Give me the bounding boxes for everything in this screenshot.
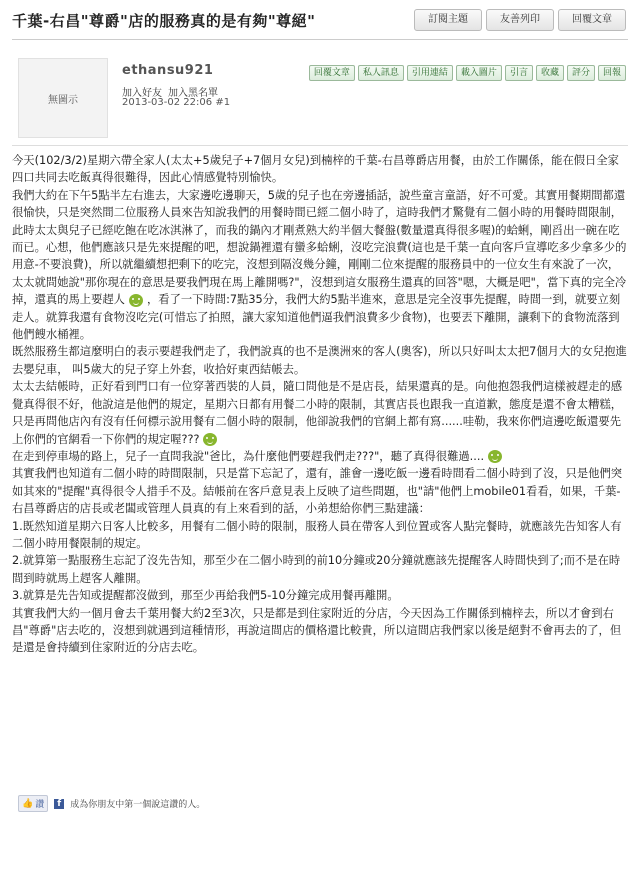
facebook-like-button[interactable] [18,795,48,812]
post-paragraph [12,187,628,344]
post-floor[interactable]: #1 [215,97,231,108]
post-paragraph [12,448,628,465]
post-text: 我們大約在下午5點半左右進去，大家邊吃邊聊天，5歲的兒子也在旁邊插話，說些童言童語，好不可愛。其實用餐期間都還很愉快，只是突然間二位服務人員來告知說我們的用餐時間已經二個小時了，這時我們才驚覺有二個小時的用餐時間限制，此時太太與兒子已經吃飽在吃冰淇淋了，而我的鍋內才剛煮熟大約半個大餐盤(數量還真得很多喔)的蛤蜊，剛舀出一碗在吃而已。心想，他們應該只是先來提醒的吧，想說鍋裡還有蠻多蛤蜊，沒吃完浪費(這也是千葉一直向客戶宣導吃多少拿多少的用意-不要浪費)，所以就繼續想把剩下的吃完，沒想到隔沒幾分鐘，剛剛二位來提醒的服務員中的一位女生有來說了一次，太太就問她說"那你現在的意思是要我們現在馬上離開嗎?"，沒想到這女服務生還真的回答"嗯，大概是吧"，當下真的完全冷掉，還真的馬上要趕人 [12,188,627,307]
add-friend-link[interactable]: 加入好友 [122,88,162,99]
angry-emoji-icon [203,433,217,446]
facebook-icon: f [54,799,64,809]
thread-toolbar [414,9,626,31]
thumbs-up-icon: 👍 [22,798,34,809]
like-text: 成為你朋友中第一個說這讚的人。 [70,800,206,810]
private-message-button[interactable]: 私人訊息 [358,65,404,81]
divider [12,145,628,146]
post-text: ，看了一下時間:7點35分，我們大約5點半進來，意思是完全沒事先提醒，時間一到，就要立刻走人。就算我還有食物沒吃完(可惜忘了拍照，讓大家知道他們逼我們浪費多少食物)，也要丟下離開，讓剩下的食物流落到他們餿水桶裡。 [12,293,621,342]
subscribe-button[interactable]: 訂閱主題 [414,9,482,31]
divider [12,39,628,40]
post-username[interactable]: ethansu921 [122,63,214,78]
report-button[interactable]: 回報 [598,65,626,81]
avatar [18,58,108,138]
avatar-placeholder-text: 無圖示 [48,94,78,106]
reply-thread-button[interactable]: 回覆文章 [558,9,626,31]
sad-emoji-icon [488,450,502,463]
post-actions [309,65,626,81]
like-button-label: 讚 [35,800,45,810]
print-button[interactable]: 友善列印 [486,9,554,31]
rate-button[interactable]: 評分 [567,65,595,81]
quote-link-button[interactable]: 引用連結 [407,65,453,81]
post-paragraph [12,378,628,448]
post-paragraph: 其實我們大約一個月會去千葉用餐大約2至3次，只是都是到住家附近的分店，今天因為工作關係到楠梓去，所以才會到右昌"尊爵"店去吃的，沒想到就遇到這種情形，再說這間店的價格還比較貴，所以這間店我們家以後是絕對不會再去的了，但是還是會持續到住家附近的分店去吃。 [12,606,622,655]
post-paragraph: 1.既然知道星期六日客人比較多，用餐有二個小時的限制，服務人員在帶客人到位置或客人點完餐時，就應該先告知客人有二個小時用餐限制的規定。 [12,519,622,550]
post-text: 太太去結帳時，正好看到門口有一位穿著西裝的人員，隨口問他是不是店長，結果還真的是。向他抱怨我們這樣被趕走的感覺真得很不好，他說這是他們的規定，星期六日都有用餐二小時的限制，其實店長也跟我一直道歉，態度是還不會太糟糕，只是再問他店內有沒有任何標示說用餐有二個小時的限制，他卻說我們的官網上都有寫......哇勒，我來你們這邊吃飯還要先上你們的官網看一下你們的規定喔??? [12,380,623,446]
post-paragraph: 其實我們也知道有二個小時的時間限制，只是當下忘記了，還有，誰會一邊吃飯一邊看時間看二個小時到了沒，只是他們突如其來的"提醒"真得很令人措手不及。結帳前在客戶意見表上反映了這些問題，也"請"他們上mobile01看看，如果，千葉-右昌尊爵店的店長或老闆或管理人員真的有上來看到的話，小弟想給你們三點建議： [12,467,623,516]
post-paragraph: 2.就算第一點服務生忘記了沒先告知，那至少在二個小時到的前10分鐘或20分鐘就應該先提醒客人時間快到了;而不是在時間到時就馬上趕客人離開。 [12,554,621,585]
favorite-button[interactable]: 收藏 [536,65,564,81]
reply-post-button[interactable]: 回覆文章 [309,65,355,81]
post-timestamp: 2013-03-02 22:06 [122,97,213,108]
post-paragraph: 3.就算是先告知或提醒都沒做到，那至少再給我們5-10分鐘完成用餐再離開。 [12,589,399,603]
post-paragraph: 既然服務生都這麼明白的表示要趕我們走了，我們說真的也不是澳洲來的客人(奧客)，所以只好叫太太把7個月大的女兒抱進去嬰兒車， 叫5歲大的兒子穿上外套，收拾好東西結帳去。 [12,345,627,376]
thread-title: 千葉-右昌"尊爵"店的服務真的是有夠"尊絕" [12,12,316,30]
facebook-like-bar [18,795,205,812]
post-paragraph: 今天(102/3/2)星期六帶全家人(太太+5歲兒子+7個月女兒)到楠梓的千葉-右昌尊爵店用餐，由於工作關係，能在假日全家四口共同去吃飯真得很難得，因此心情感覺特別愉快。 [12,154,619,185]
add-blacklist-link[interactable]: 加入黑名單 [168,88,218,99]
quote-button[interactable]: 引言 [505,65,533,81]
angry-emoji-icon [129,294,143,307]
post-content [12,152,628,657]
post-text: 在走到停車場的路上，兒子一直問我說"爸比，為什麼他們要趕我們走???"，聽了真得很難過.... [12,449,485,463]
post-date [122,97,230,108]
load-images-button[interactable]: 載入圖片 [456,65,502,81]
